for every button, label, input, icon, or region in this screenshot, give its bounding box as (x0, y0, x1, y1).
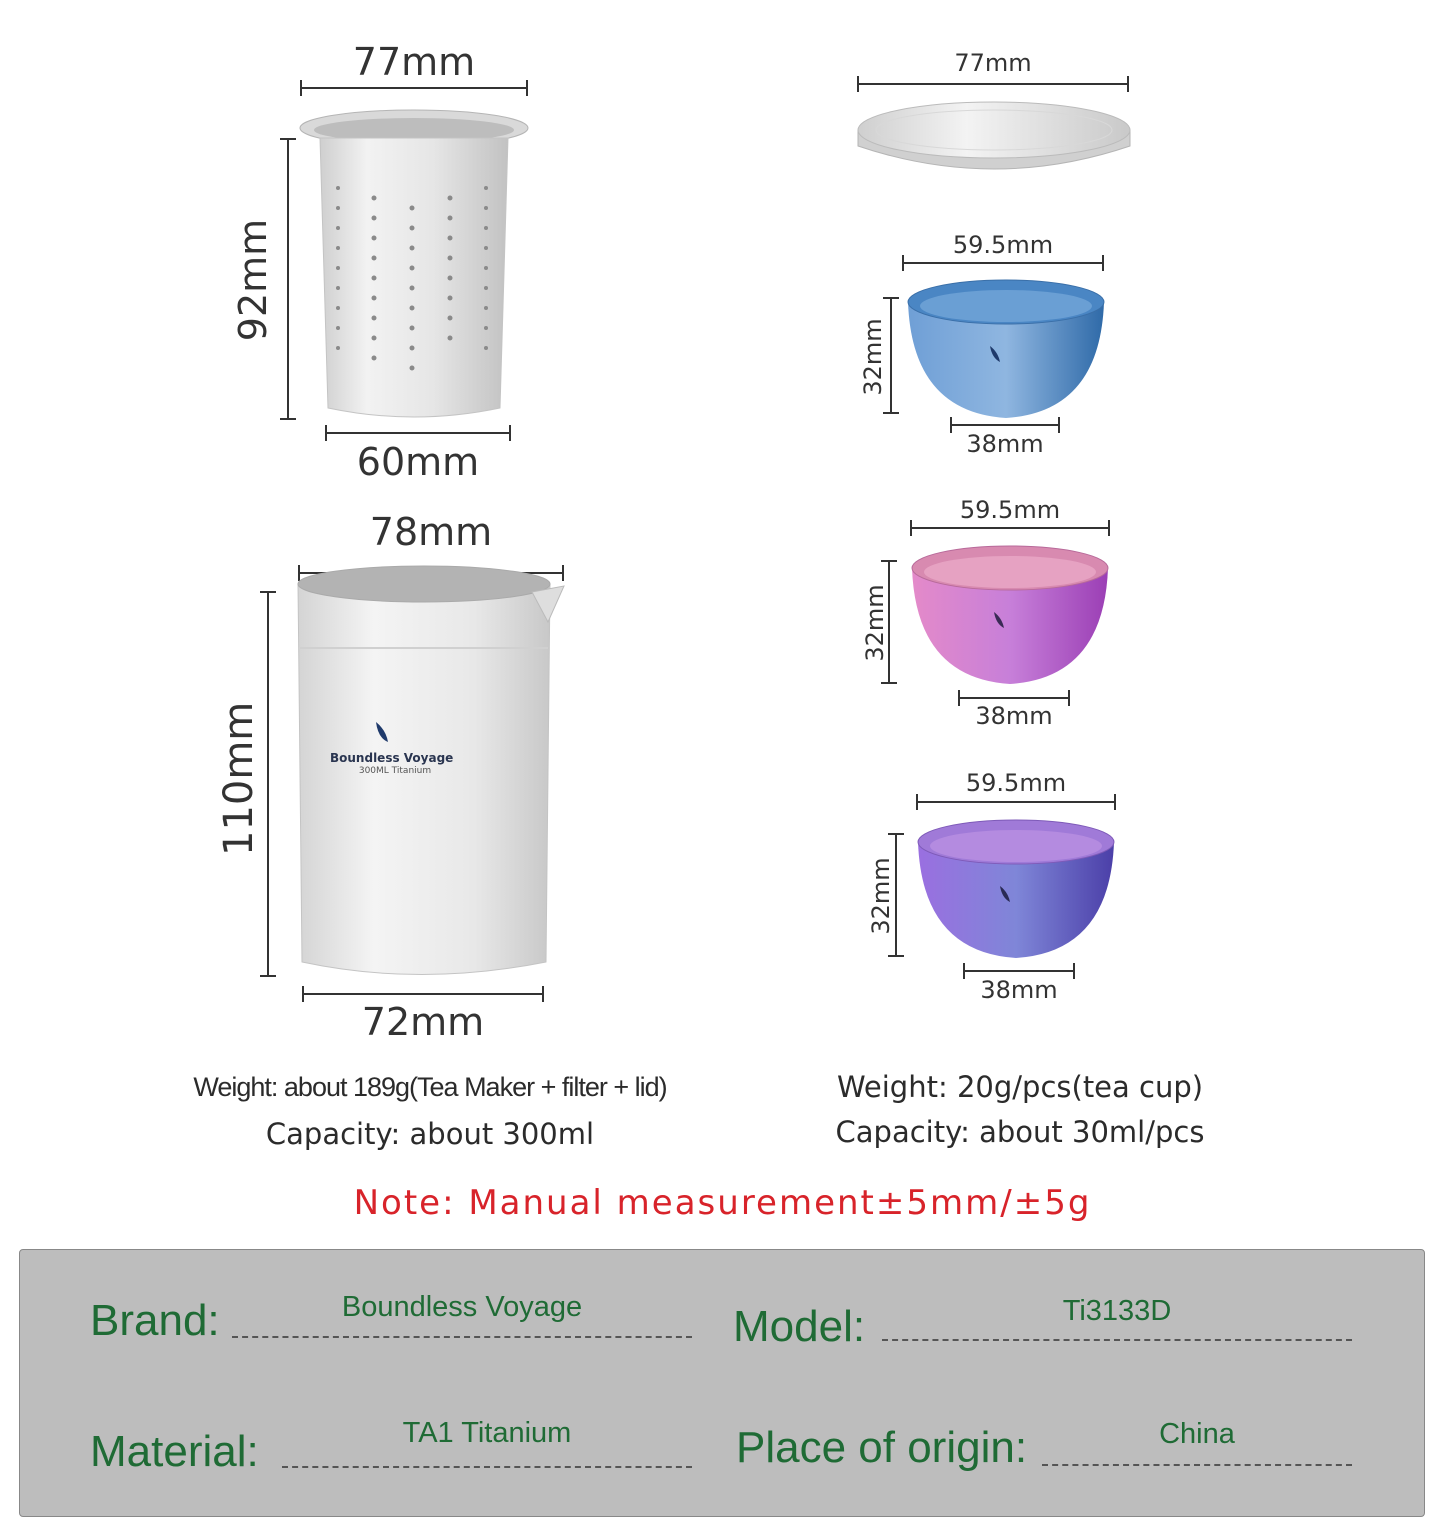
cup-1-bottom-width-line (950, 424, 1060, 426)
origin-value: China (1159, 1418, 1235, 1450)
cup-3-top-width-label: 59.5mm (965, 769, 1067, 797)
cup-2-top-width-line (910, 527, 1110, 529)
cup-1-height-line (890, 297, 892, 414)
maker-logo-text: Boundless Voyage (330, 751, 454, 765)
maker-bottom-width-line (302, 993, 544, 995)
maker-logo-subtext: 300ML Titanium (358, 766, 432, 776)
cup-2-image (906, 538, 1114, 690)
cup-2-top-width-label: 59.5mm (959, 496, 1061, 524)
cup-1-height-label: 32mm (859, 318, 887, 396)
filter-height-label: 92mm (231, 218, 275, 342)
cup-3-top-width-line (916, 801, 1116, 803)
brand-underline (232, 1336, 692, 1338)
maker-bottom-width-label: 72mm (361, 1000, 485, 1044)
cup-1-image (902, 272, 1110, 424)
right-capacity-text: Capacity: about 30ml/pcs (835, 1115, 1205, 1149)
cup-3-image (912, 812, 1120, 964)
cup-3-height-label: 32mm (867, 857, 895, 935)
left-capacity-text: Capacity: about 300ml (265, 1117, 595, 1151)
material-underline (282, 1466, 692, 1468)
brand-label: Brand: (90, 1296, 220, 1345)
maker-height-label: 110mm (216, 701, 262, 856)
right-weight-text: Weight: 20g/pcs(tea cup) (836, 1070, 1204, 1104)
cup-3-bottom-width-line (963, 970, 1075, 972)
filter-height-line (287, 138, 289, 420)
filter-bottom-width-label: 60mm (356, 440, 480, 484)
origin-label: Place of origin: (736, 1423, 1028, 1472)
cup-1-top-width-label: 59.5mm (952, 231, 1054, 259)
brand-value: Boundless Voyage (341, 1291, 583, 1323)
filter-bottom-width-line (325, 432, 511, 434)
cup-1-bottom-width-label: 38mm (966, 430, 1044, 458)
maker-height-line (267, 591, 269, 977)
product-info-panel (19, 1249, 1425, 1517)
cup-2-bottom-width-label: 38mm (975, 702, 1053, 730)
left-weight-text: Weight: about 189g(Tea Maker + filter + lid) (193, 1072, 667, 1102)
material-label: Material: (90, 1427, 259, 1476)
model-underline (882, 1339, 1352, 1341)
cup-2-height-label: 32mm (861, 584, 889, 662)
material-value: TA1 Titanium (402, 1417, 572, 1449)
origin-underline (1042, 1464, 1352, 1466)
maker-top-width-label: 78mm (369, 510, 493, 554)
filter-top-width-label: 77mm (352, 40, 476, 84)
lid-width-line (857, 83, 1129, 85)
cup-2-bottom-width-line (958, 697, 1070, 699)
model-label: Model: (733, 1302, 866, 1351)
cup-1-top-width-line (902, 262, 1104, 264)
measurement-note: Note: Manual measurement±5mm/±5g (353, 1183, 1092, 1223)
model-value: Ti3133D (1062, 1295, 1172, 1327)
lid-width-label: 77mm (954, 49, 1032, 77)
filter-top-width-line (300, 87, 528, 89)
cup-3-height-line (895, 833, 897, 957)
cup-3-bottom-width-label: 38mm (980, 976, 1058, 1004)
lid-image (854, 100, 1134, 196)
tea-filter-image (298, 108, 530, 428)
